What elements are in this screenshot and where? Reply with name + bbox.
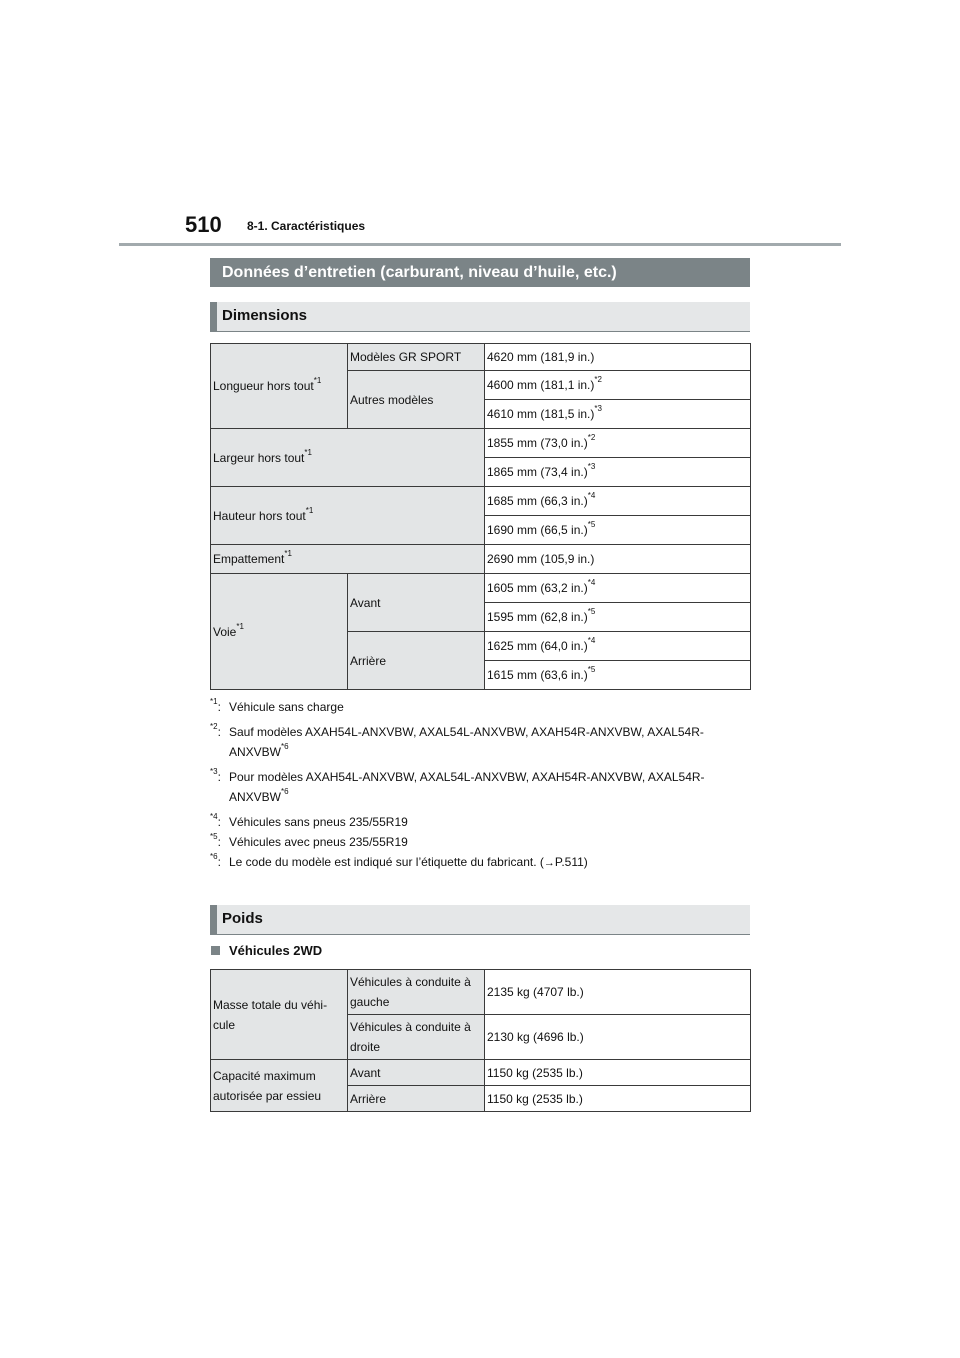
height-value-2: 1690 mm (66,5 in.): [487, 523, 588, 537]
front-value-1-cell: [485, 574, 751, 603]
lhd-value: 2135 kg (4707 lb.): [485, 970, 751, 1015]
footnote-item: [210, 832, 750, 852]
footnote-ref: *4: [587, 491, 596, 500]
gr-sport-value: 4620 mm (181,9 in.): [485, 344, 751, 371]
width-value-1-cell: [485, 429, 751, 458]
width-value-1: 1855 mm (73,0 in.): [487, 436, 588, 450]
footnote-ref: *5: [587, 665, 596, 674]
footnote-ref: *3: [594, 404, 602, 413]
footnote-mark: $^{*3}$:: [210, 767, 221, 784]
vehicles-2wd-label: Véhicules 2WD: [229, 943, 323, 958]
rear-value-1: 1625 mm (64,0 in.): [487, 639, 588, 653]
footnote-mark: $^{*2}$:: [210, 722, 221, 739]
footnote-number: *6: [210, 852, 218, 861]
other-value-1: 4600 mm (181,1 in.): [487, 378, 595, 392]
footnote-item: [210, 812, 750, 832]
vehicles-2wd-heading: [211, 943, 322, 958]
other-value-2: 4610 mm (181,5 in.): [487, 407, 595, 421]
table-row: [211, 487, 751, 516]
dimensions-heading: Dimensions: [210, 302, 750, 332]
width-value-2-cell: [485, 458, 751, 487]
footnote-number: *4: [210, 812, 218, 821]
front-value-2-cell: [485, 603, 751, 632]
axle-capacity-label: Capacité maximum autorisée par essieu: [211, 1060, 348, 1112]
axle-rear-label: Arrière: [348, 1086, 485, 1112]
rhd-value: 2130 kg (4696 lb.): [485, 1015, 751, 1060]
weight-heading: Poids: [210, 905, 750, 935]
other-value-1-cell: [485, 371, 751, 400]
square-bullet-icon: [211, 946, 220, 955]
length-label-cell: [211, 344, 348, 429]
height-label: Hauteur hors tout: [213, 508, 306, 523]
axle-front-label: Avant: [348, 1060, 485, 1086]
footnote-number: *2: [210, 722, 218, 731]
table-row: [211, 429, 751, 458]
footnote-text-wrap: [229, 722, 750, 762]
width-value-2: 1865 mm (73,4 in.): [487, 465, 588, 479]
track-rear-label: Arrière: [348, 632, 485, 690]
wheelbase-label-cell: [211, 545, 485, 574]
rear-value-2-cell: [485, 661, 751, 690]
closing-paren: ): [583, 855, 588, 869]
table-row: [211, 344, 751, 371]
footnote-text-wrap: [229, 852, 750, 873]
footnote-ref: *1: [304, 447, 312, 457]
other-value-2-cell: [485, 400, 751, 429]
footnote-item: [210, 767, 750, 807]
footnote-ref: *1: [284, 549, 292, 558]
footnote-text-wrap: [229, 767, 750, 807]
height-value-1: 1685 mm (66,3 in.): [487, 494, 588, 508]
section-title: 8-1. Caractéristiques: [247, 219, 366, 233]
width-label: Largeur hors tout: [213, 450, 305, 465]
footnote-number: *3: [210, 767, 218, 776]
other-models-label: Autres modèles: [348, 371, 485, 429]
header-rule: [119, 243, 841, 246]
height-value-1-cell: [485, 487, 751, 516]
axle-front-value: 1150 kg (2535 lb.): [485, 1060, 751, 1086]
table-row: [211, 970, 751, 1015]
width-label-cell: [211, 429, 485, 487]
track-label: Voie: [213, 624, 237, 639]
footnotes: [210, 697, 750, 873]
wheelbase-label: Empattement: [213, 552, 285, 566]
footnote-text: Le code du modèle est indiqué sur l’étiquette du fabricant. (: [229, 855, 544, 869]
footnote-ref: *1: [313, 376, 322, 385]
footnote-mark: $^{*1}$:: [210, 697, 221, 714]
height-value-2-cell: [485, 516, 751, 545]
footnote-ref: *5: [587, 607, 596, 616]
footnote-ref: *2: [587, 433, 596, 442]
footnote-mark: $^{*4}$:: [210, 812, 221, 829]
footnote-ref: *6: [281, 787, 289, 796]
footnote-number: *5: [210, 832, 218, 841]
footnote-text: Sauf modèles AXAH54L-ANXVBW, AXAL54L-ANXVBW, AXAH54R-ANXVBW, AXAL54R-ANXVBW: [229, 725, 704, 759]
footnote-text: Pour modèles AXAH54L-ANXVBW, AXAL54L-ANXVBW, AXAH54R-ANXVBW, AXAL54R-ANXVBW: [229, 770, 705, 804]
footnote-text: Véhicules avec pneus 235/55R19: [229, 835, 408, 849]
footnote-ref: *6: [281, 742, 289, 751]
main-title: Données d’entretien (carburant, niveau d’huile, etc.): [210, 258, 750, 287]
footnote-number: *1: [210, 697, 218, 706]
dimensions-table: [210, 343, 751, 690]
gr-sport-label: Modèles GR SPORT: [348, 344, 485, 371]
gvw-label: Masse totale du véhi-cule: [211, 970, 348, 1060]
footnote-ref: *1: [305, 505, 314, 515]
rhd-label: Véhicules à conduite à droite: [348, 1015, 485, 1060]
front-value-2: 1595 mm (62,8 in.): [487, 610, 588, 624]
footnote-mark: $^{*5}$:: [210, 832, 221, 849]
footnote-text: Véhicule sans charge: [229, 700, 344, 714]
footnote-ref: *1: [236, 621, 244, 631]
footnote-ref: *3: [587, 462, 596, 471]
rear-value-1-cell: [485, 632, 751, 661]
footnote-ref: *4: [587, 578, 596, 587]
footnote-ref: *5: [587, 520, 596, 529]
length-label: Longueur hors tout: [213, 379, 314, 393]
page-number: 510: [185, 212, 222, 237]
page-reference-link[interactable]: P.511: [554, 855, 584, 869]
track-front-label: Avant: [348, 574, 485, 632]
lhd-label: Véhicules à conduite à gauche: [348, 970, 485, 1015]
footnote-item: [210, 852, 750, 873]
wheelbase-value: 2690 mm (105,9 in.): [485, 545, 751, 574]
arrow-right-icon: →: [543, 857, 555, 869]
footnote-item: [210, 697, 750, 717]
footnote-mark: $^{*6}$:: [210, 852, 221, 869]
table-row: [211, 1060, 751, 1086]
axle-rear-value: 1150 kg (2535 lb.): [485, 1086, 751, 1112]
footnote-ref: *4: [587, 636, 596, 645]
track-label-cell: [211, 574, 348, 690]
footnote-item: [210, 722, 750, 762]
footnote-text: Véhicules sans pneus 235/55R19: [229, 815, 408, 829]
footnote-ref: *2: [594, 375, 602, 384]
rear-value-2: 1615 mm (63,6 in.): [487, 668, 588, 682]
front-value-1: 1605 mm (63,2 in.): [487, 581, 588, 595]
table-row: [211, 545, 751, 574]
height-label-cell: [211, 487, 485, 545]
weight-table: [210, 969, 751, 1112]
table-row: [211, 574, 751, 603]
